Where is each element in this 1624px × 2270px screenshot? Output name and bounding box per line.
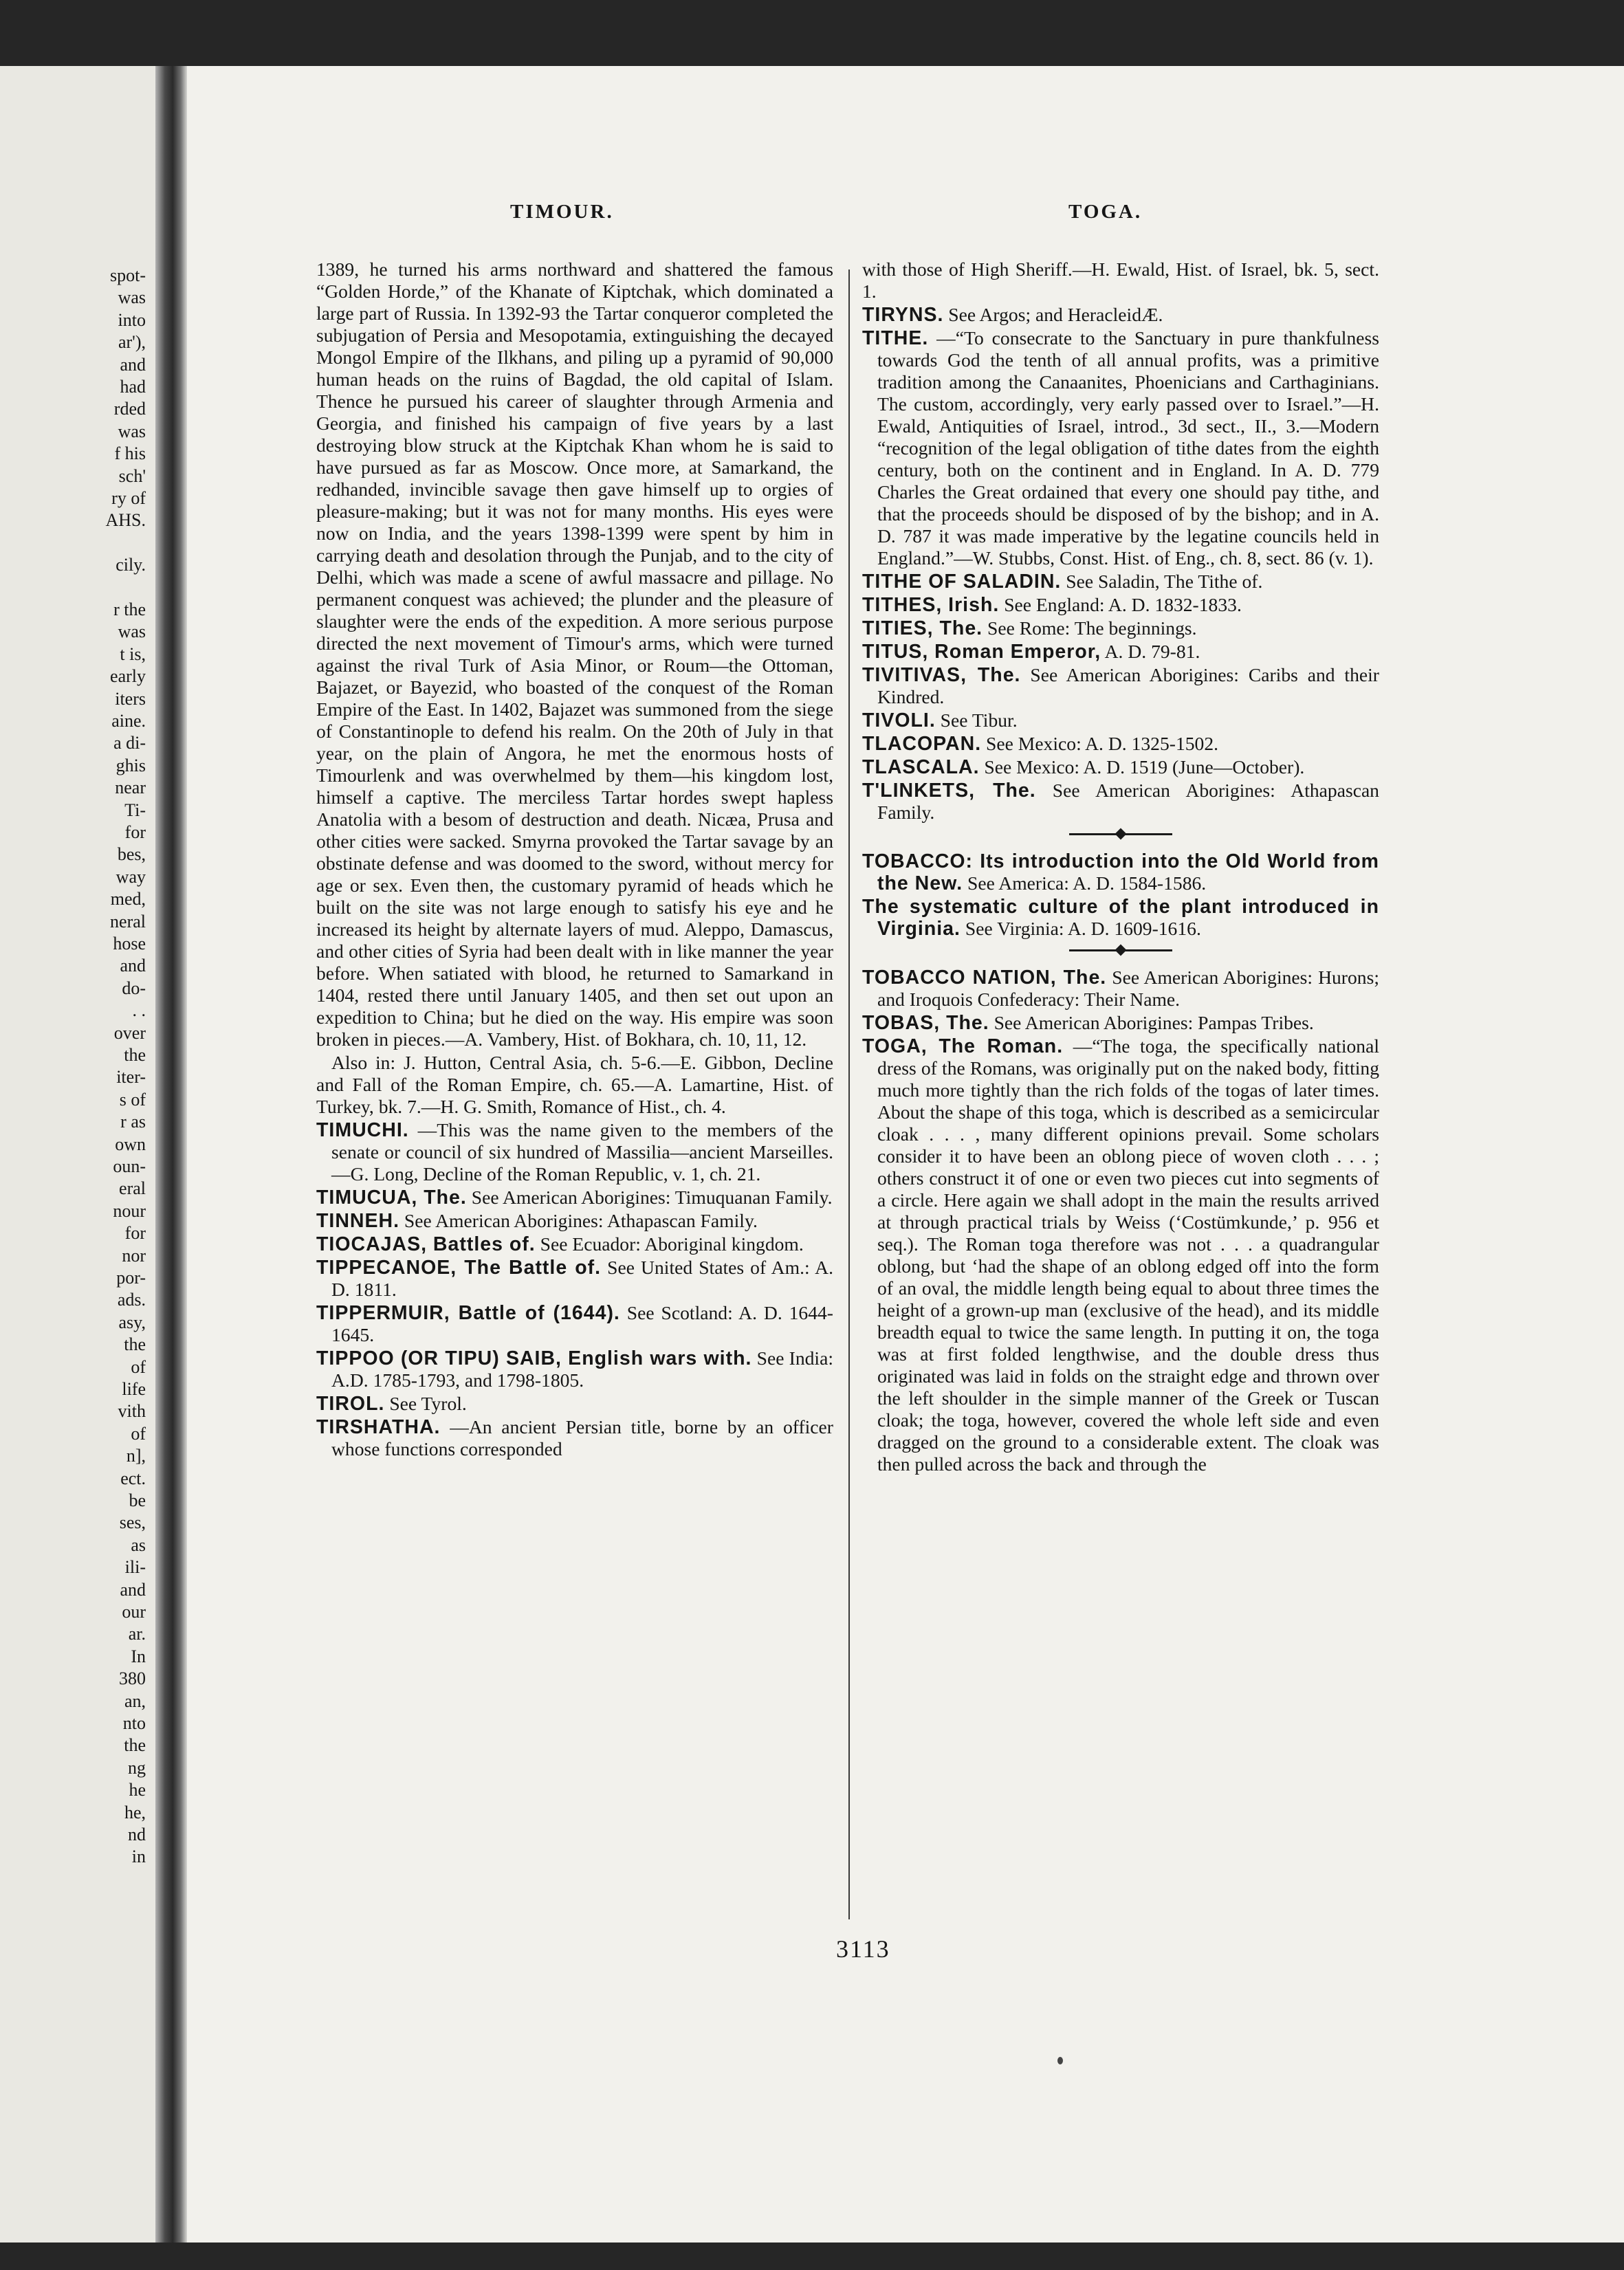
facing-page-text-fragment: own xyxy=(115,1134,146,1154)
dictionary-entry xyxy=(862,617,1379,639)
dictionary-entry xyxy=(862,733,1379,755)
facing-page-text-fragment: hose xyxy=(113,934,146,954)
entry-headword: TOBACCO NATION, The. xyxy=(862,967,1107,989)
entry-headword: TITIES, The. xyxy=(862,617,983,639)
facing-page-text-fragment: an, xyxy=(124,1690,146,1711)
entry-headword: TIRSHATHA. xyxy=(316,1416,441,1438)
facing-page-text-fragment: and xyxy=(120,1579,146,1600)
facing-page-text-fragment: ar'), xyxy=(118,332,146,353)
entry-headword: TIVITIVAS, The. xyxy=(862,664,1021,686)
facing-page-text-fragment: he xyxy=(129,1780,146,1800)
facing-page-text-fragment: near xyxy=(115,778,146,798)
facing-page-text-fragment: ads. xyxy=(117,1290,146,1310)
entry-text: A. D. 79-81. xyxy=(1104,641,1200,662)
facing-page-text-fragment: was xyxy=(118,287,146,308)
entry-paragraph xyxy=(316,1052,833,1118)
entry-text: See Mexico: A. D. 1519 (June—October). xyxy=(984,756,1305,778)
facing-page-text-fragment: nor xyxy=(122,1245,146,1266)
facing-page-text-fragment: for xyxy=(124,1223,146,1244)
entry-text: See Saladin, The Tithe of. xyxy=(1066,571,1263,592)
facing-page-text-fragment: the xyxy=(124,1334,146,1355)
facing-page-text-fragment: had xyxy=(120,377,146,397)
facing-page-text-fragment: sch' xyxy=(118,465,146,486)
facing-page-text-fragment: of xyxy=(131,1356,146,1377)
dictionary-entry xyxy=(862,780,1379,824)
facing-page-text-fragment: iters xyxy=(115,688,146,709)
dictionary-entry xyxy=(862,1012,1379,1034)
facing-page-text-fragment: ghis xyxy=(116,755,146,775)
entry-text: —“The toga, the specifically national dress of the Romans, was originally put on the naked body, fitting much more tightly than the rich folds of the togas of later times. About the shape of this toga, which is described as a semicircular cloak . . . , many different opinions prevail. Some scholars consider it to have been an oblong piece of woven cloth . . . ; others construct it of one or even two pieces cut into segments of a circle. Here again we shall adopt in the main the results arrived at through practical trials by Weiss (‘Costümkunde,’ p. 956 et seq.). The Roman toga therefore was not . . . a quadrangular oblong, but ‘had the shape of an oblong edged off into the form of an oval, the middle length being equal to about three times the height of a grown-up man (exclusive of the head), and its middle breadth equal to twice the same length. In putting it on, the toga was at first folded lengthwise, and the double dress thus originated was laid in folds on the straight edge and thrown over the left shoulder in the simple manner of the Greek or Tuscan cloak; the toga, however, covered the whole left side and even dragged on the ground to a considerable extent. The cloak was then pulled across the back and through the xyxy=(877,1035,1379,1475)
facing-page-text-fragment: med, xyxy=(110,889,146,910)
column-rule xyxy=(848,269,850,1919)
dictionary-entry xyxy=(862,664,1379,708)
facing-page-text-fragment: f his xyxy=(114,443,146,464)
dictionary-entry xyxy=(316,1210,833,1232)
facing-page-text-fragment: he, xyxy=(124,1802,146,1822)
dictionary-entry xyxy=(316,1233,833,1255)
entry-text: See Argos; and HeracleidÆ. xyxy=(948,304,1163,325)
facing-page-text-fragment: life xyxy=(122,1379,146,1399)
entry-text: See Mexico: A. D. 1325-1502. xyxy=(986,733,1219,754)
facing-page-text-fragment: AHS. xyxy=(105,510,146,531)
facing-page-text-fragment: was xyxy=(118,421,146,441)
entry-headword: TIMUCHI. xyxy=(316,1119,409,1141)
facing-page-text-fragment: early xyxy=(110,666,146,687)
facing-page-text-fragment: as xyxy=(131,1534,146,1555)
scan-border-bottom xyxy=(0,2243,1624,2270)
entry-paragraph xyxy=(862,258,1379,302)
entry-headword: TIMUCUA, The. xyxy=(316,1187,467,1209)
entry-headword: The systematic culture of the plant introduced in Virginia. xyxy=(862,896,1379,940)
facing-page-text-fragment: rded xyxy=(113,399,146,419)
dictionary-entry xyxy=(862,594,1379,616)
dictionary-entry xyxy=(862,756,1379,778)
entry-text: See American Aborigines: Caribs and their Kindred. xyxy=(877,664,1379,707)
facing-page-text-fragment: iter- xyxy=(116,1067,146,1088)
facing-page-text-fragment: over xyxy=(113,1022,146,1043)
book-gutter xyxy=(155,66,187,2243)
facing-page-text-fragment: vith xyxy=(118,1401,146,1422)
facing-page-edge xyxy=(0,66,155,2243)
entry-text: See United States of Am.: A. D. 1811. xyxy=(331,1257,833,1300)
facing-page-text-fragment: ses, xyxy=(119,1512,146,1533)
entry-text: See Rome: The beginnings. xyxy=(987,617,1197,639)
dictionary-entry xyxy=(862,967,1379,1011)
scan-border-top xyxy=(0,0,1624,66)
entry-headword: TITUS, Roman Emperor, xyxy=(862,641,1101,663)
facing-page-text-fragment: ect. xyxy=(120,1468,146,1488)
entry-text: Also in: J. Hutton, Central Asia, ch. 5-6.—E. Gibbon, Decline and Fall of the Roman Empire, ch. 65.—A. Lamartine, Hist. of Turkey, bk. 7.—H. G. Smith, Romance of Hist., ch. 4. xyxy=(316,1052,833,1117)
facing-page-text-fragment: nto xyxy=(122,1713,146,1733)
entry-text: See American Aborigines: Pampas Tribes. xyxy=(994,1012,1314,1033)
running-head-right: TOGA. xyxy=(1068,201,1143,223)
facing-page-text-fragment: aine. xyxy=(111,711,146,731)
facing-page-text-fragment: n], xyxy=(126,1446,146,1466)
dictionary-entry xyxy=(862,327,1379,569)
entry-text: See Ecuador: Aboriginal kingdom. xyxy=(540,1233,804,1255)
facing-page-text-fragment: be xyxy=(129,1490,146,1510)
entry-text: See Tyrol. xyxy=(389,1393,467,1414)
dictionary-entry xyxy=(862,1035,1379,1475)
entry-text: See American Aborigines: Hurons; and Iroquois Confederacy: Their Name. xyxy=(877,967,1379,1010)
facing-page-text-fragment: eral xyxy=(119,1178,146,1199)
facing-page-text-fragment: was xyxy=(118,621,146,642)
dictionary-entry xyxy=(862,709,1379,731)
facing-page-text-fragment: ar. xyxy=(128,1624,146,1644)
facing-page-text-fragment: a di- xyxy=(113,733,146,753)
facing-page-text-fragment: nd xyxy=(128,1825,146,1844)
entry-headword: TINNEH. xyxy=(316,1210,399,1232)
facing-page-text-fragment: for xyxy=(124,822,146,842)
facing-page-text-fragment: ili- xyxy=(124,1557,146,1578)
entry-headword: T'LINKETS, The. xyxy=(862,780,1036,802)
entry-text: See American Aborigines: Timuquanan Family. xyxy=(471,1187,833,1208)
entry-text: with those of High Sheriff.—H. Ewald, Hist. of Israel, bk. 5, sect. 1. xyxy=(862,258,1379,302)
facing-page-text-fragment: . . xyxy=(132,1000,146,1021)
dictionary-entry xyxy=(316,1302,833,1346)
facing-page-text-fragment: way xyxy=(116,866,146,887)
facing-page-text-fragment: por- xyxy=(116,1268,146,1288)
facing-page-text-fragment: In xyxy=(131,1646,146,1666)
entry-headword: TIPPECANOE, The Battle of. xyxy=(316,1257,602,1279)
facing-page-text-fragment: cily. xyxy=(116,555,146,575)
entry-text: See England: A. D. 1832-1833. xyxy=(1004,594,1242,615)
entry-headword: TIROL. xyxy=(316,1393,385,1415)
dictionary-entry xyxy=(316,1187,833,1209)
entry-headword: TITHE OF SALADIN. xyxy=(862,571,1062,593)
dictionary-entry xyxy=(862,850,1379,894)
right-column xyxy=(862,258,1379,1475)
right-column-section-b xyxy=(862,850,1379,940)
entry-headword: TOBACCO: Its introduction into the Old World from the New. xyxy=(862,850,1379,894)
facing-page-text-fragment: do- xyxy=(122,978,146,998)
facing-page-text-fragment: our xyxy=(122,1602,146,1622)
dictionary-entry xyxy=(862,571,1379,593)
right-column-section-c xyxy=(862,967,1379,1475)
entry-text: See American Aborigines: Athapascan Family. xyxy=(877,780,1379,823)
dictionary-entry xyxy=(316,1416,833,1460)
facing-page-text-fragment: s of xyxy=(119,1089,146,1110)
facing-page-text-fragment: in xyxy=(131,1847,146,1867)
entry-text: —An ancient Persian title, borne by an officer whose functions corresponded xyxy=(331,1416,833,1459)
facing-page-text-fragment: ry of xyxy=(111,488,146,508)
facing-page-text-fragment: and xyxy=(120,956,146,976)
dictionary-entry xyxy=(862,641,1379,663)
entry-text: —“To consecrate to the Sanctuary in pure thankfulness towards God the tenth of all annual profits, was a primitive tradition among the Canaanites, Phoenicians and Carthaginians. The custom, accordingly, very early passed over to Israel.”—H. Ewald, Antiquities of Israel, introd., 3d sect., II., 3.—Modern “recognition of the legal obligation of tithe dates from the eighth century, both on the continent and in England. In A. D. 779 Charles the Great ordained that every one should pay tithe, and that the proceeds should be disposed of by the bishop; and in A. D. 787 it was made imperative by the legatine councils held in England.”—W. Stubbs, Const. Hist. of Eng., ch. 8, sect. 86 (v. 1). xyxy=(877,327,1379,569)
facing-page-text-fragment: Ti- xyxy=(124,800,146,820)
dictionary-entry xyxy=(316,1393,833,1415)
entry-headword: TIOCAJAS, Battles of. xyxy=(316,1233,536,1255)
running-head-left: TIMOUR. xyxy=(510,201,614,223)
facing-page-text-fragment: and xyxy=(120,354,146,375)
entry-text: See Scotland: A. D. 1644-1645. xyxy=(331,1302,833,1345)
entry-headword: TIPPERMUIR, Battle of (1644). xyxy=(316,1302,620,1324)
entry-paragraph xyxy=(316,258,833,1050)
right-column-section-a xyxy=(862,258,1379,824)
entry-headword: TOBAS, The. xyxy=(862,1012,989,1034)
entry-headword: TLASCALA. xyxy=(862,756,980,778)
facing-page-text-fragment: oun- xyxy=(113,1156,146,1176)
entry-text: See American Aborigines: Athapascan Family. xyxy=(404,1210,758,1231)
entry-headword: TIPPOO (OR TIPU) SAIB, English wars with. xyxy=(316,1347,752,1369)
entry-text: See America: A. D. 1584-1586. xyxy=(967,872,1207,894)
entry-text: See Virginia: A. D. 1609-1616. xyxy=(965,918,1201,939)
dictionary-entry xyxy=(316,1347,833,1391)
facing-page-text-fragment: spot- xyxy=(110,265,146,285)
facing-page-text-fragment: the xyxy=(124,1045,146,1065)
entry-headword: TITHES, Irish. xyxy=(862,594,1000,616)
dictionary-entry xyxy=(862,896,1379,940)
entry-headword: TIVOLI. xyxy=(862,709,936,731)
facing-page-text-fragment: nour xyxy=(113,1200,146,1221)
facing-page-text-fragment: neral xyxy=(110,911,146,932)
entry-text: 1389, he turned his arms northward and shattered the famous “Golden Horde,” of the Khanate of Kiptchak, which dominated a large part of Russia. In 1392-93 the Tartar conqueror completed the subjugation of Persia and Mesopotamia, extinguishing the decayed Mongol Empire of the Ilkhans, and piling up a pyramid of 90,000 human heads on the ruins of Bagdad, the old capital of Islam. Thence he pursued his career of slaughter through Armenia and Georgia, and finished his campaign of five years by a last destroying blow struck at the Kiptchak Khan whom he is said to have pursued as far as Moscow. Once more, at Samarkand, the redhanded, invincible savage then gave himself up to orgies of pleasure-making; but it was not for many months. His eyes were now on India, and the years 1398-1399 were spent by him in carrying death and desolation through the Punjab, and to the city of Delhi, which was made a scene of awful massacre and pillage. No permanent conquest was achieved; the plunder and the pleasure of slaughter were the ends of the expedition. A more serious purpose directed the next movement of Timour's arms, which were turned against the rival Turk of Asia Minor, or Roum—the Ottoman, Bajazet, or Bayezid, who boasted of the conquest of the Roman Empire of the East. In 1402, Bajazet was summoned from the siege of Constantinople to defend his realm. On the 20th of July in that year, on the plain of Angora, he met the enormous hosts of Timourlenk and was overwhelmed by them—his kingdom lost, himself a captive. The merciless Tartar hordes swept hapless Anatolia with a besom of destruction and death. Nicæa, Prusa and other cities were sacked. Smyrna provoked the Tartar savage by an obstinate defense and was doomed to the sword, without mercy for age or sex. Even then, the customary pyramid of heads which he built on the site was not large enough to satisfy his eye and he increased its height by alternate layers of mud. Aleppo, Damascus, and other cities of Syria had been dealt with in like manner the year before. When satiated with blood, he returned to Samarkand in 1404, rested there until January 1405, and then set out upon an expedition to China; but he died on the way. His empire was soon broken in pieces.—A. Vambery, Hist. of Bokhara, ch. 10, 11, 12. xyxy=(316,258,833,1050)
facing-page-text-fragment: t is, xyxy=(120,643,146,664)
facing-page-text-fragment: asy, xyxy=(118,1312,146,1332)
facing-page-text-fragment: into xyxy=(118,309,146,330)
facing-page-text-fragment: 380 xyxy=(119,1668,146,1689)
facing-page-text-fragment: of xyxy=(131,1423,146,1444)
entry-headword: TOGA, The Roman. xyxy=(862,1035,1064,1057)
page-number: 3113 xyxy=(836,1935,890,1963)
facing-page-text-fragment: bes, xyxy=(117,844,146,865)
facing-page-text-fragment: ng xyxy=(128,1757,146,1778)
entry-text: See India: A.D. 1785-1793, and 1798-1805. xyxy=(331,1347,834,1391)
entry-headword: TITHE. xyxy=(862,327,929,349)
section-divider xyxy=(1069,949,1172,951)
entry-text: See Tibur. xyxy=(940,709,1018,731)
section-divider xyxy=(1069,833,1172,835)
facing-page-text-fragment: r the xyxy=(113,599,146,619)
ink-speck xyxy=(1057,2057,1063,2064)
facing-page-text-fragment: the xyxy=(124,1735,146,1756)
dictionary-entry xyxy=(316,1257,833,1301)
entry-headword: TIRYNS. xyxy=(862,304,944,326)
facing-page-text-fragment: r as xyxy=(120,1112,146,1132)
dictionary-entry xyxy=(316,1119,833,1185)
dictionary-entry xyxy=(862,304,1379,326)
entry-headword: TLACOPAN. xyxy=(862,733,982,755)
entry-text: —This was the name given to the members of the senate or council of six hundred of Massilia—ancient Marseilles.—G. Long, Decline of the Roman Republic, v. 1, ch. 21. xyxy=(331,1119,833,1184)
left-column xyxy=(316,258,833,1460)
